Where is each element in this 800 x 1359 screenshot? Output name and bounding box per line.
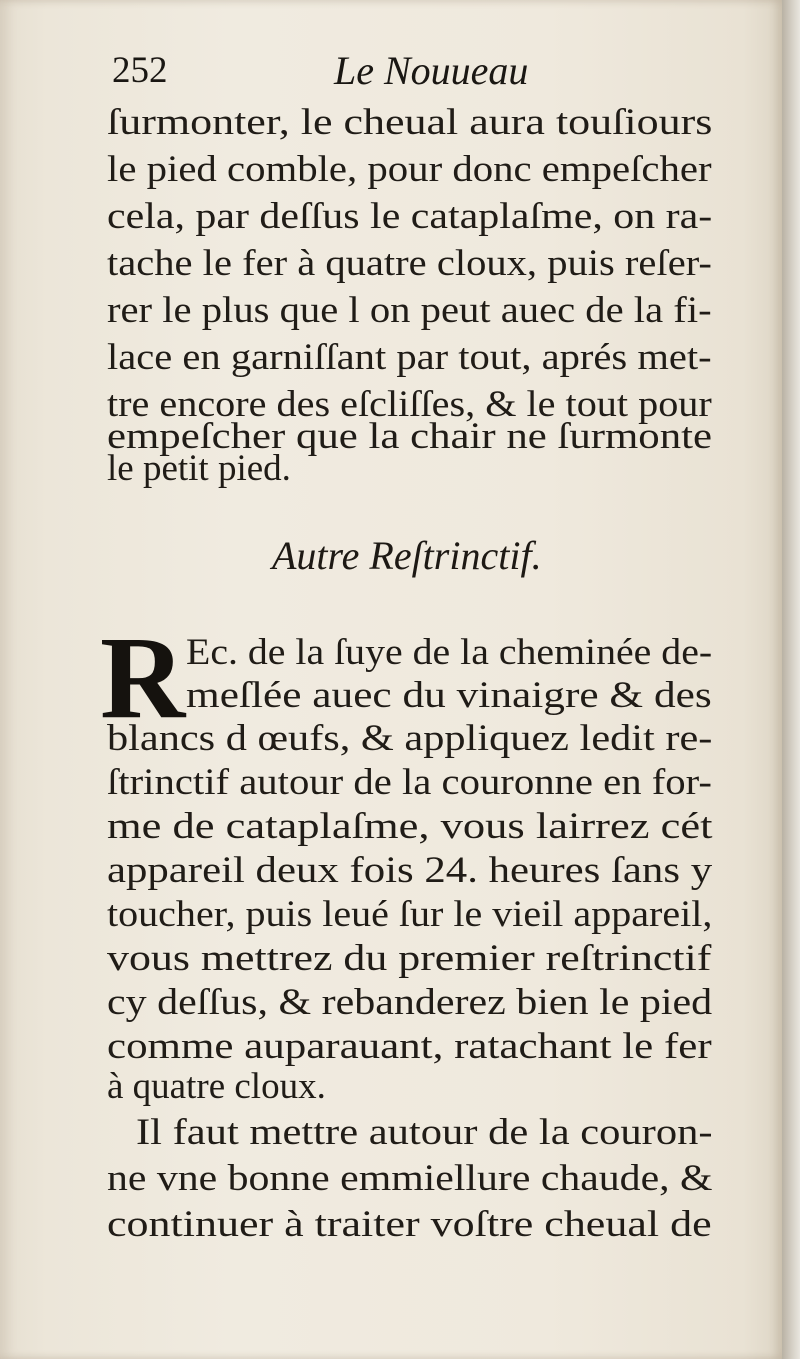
text-line: le pied comble, pour donc empeſcher bbox=[107, 149, 712, 190]
drop-cap: R bbox=[100, 612, 186, 743]
text-line: ſurmonter, le cheual aura touſiours bbox=[107, 102, 713, 143]
text-line: lace en garniſſant par tout, aprés met- bbox=[107, 337, 712, 378]
text-line: blancs d œufs, & appliquez ledit re- bbox=[107, 718, 713, 759]
text-line: meſlée auec du vinaigre & des bbox=[186, 675, 712, 716]
text-line: cy deſſus, & rebanderez bien le pied bbox=[107, 982, 713, 1023]
section-heading: Autre Reſtrinctif. bbox=[272, 533, 542, 578]
running-head: Le Nouueau bbox=[334, 48, 529, 93]
text-line: vous mettrez du premier reſtrinctif bbox=[107, 938, 712, 979]
text-line: cela, par deſſus le cataplaſme, on ra- bbox=[107, 196, 713, 237]
page-header bbox=[112, 45, 582, 103]
text-line: ne vne bonne emmiellure chaude, & bbox=[107, 1158, 713, 1199]
text-line: toucher, puis leué ſur le vieil appareil, bbox=[107, 894, 713, 935]
text-line: à quatre cloux. bbox=[107, 1066, 326, 1107]
text-line: rer le plus que l on peut auec de la fi- bbox=[107, 290, 712, 331]
page-number: 252 bbox=[112, 50, 168, 91]
text-line: tache le fer à quatre cloux, puis reſer- bbox=[107, 243, 712, 284]
text-line: Il faut mettre autour de la couron- bbox=[136, 1112, 713, 1153]
text-line: empeſcher que la chair ne ſurmonte bbox=[107, 416, 713, 457]
text-line: tre encore des eſcliſſes, & le tout pour bbox=[107, 384, 712, 425]
text-line: le petit pied. bbox=[107, 448, 291, 489]
text-line: comme auparauant, ratachant le fer bbox=[107, 1026, 712, 1067]
text-line: Ec. de la ſuye de la cheminée de- bbox=[186, 632, 713, 673]
text-line: ſtrinctif autour de la couronne en for- bbox=[107, 762, 712, 803]
text-line: continuer à traiter voſtre cheual de bbox=[107, 1204, 712, 1245]
text-line: me de cataplaſme, vous lairrez cét bbox=[107, 806, 713, 847]
page-edge bbox=[782, 0, 800, 1359]
text-line: appareil deux fois 24. heures ſans y bbox=[107, 850, 713, 891]
